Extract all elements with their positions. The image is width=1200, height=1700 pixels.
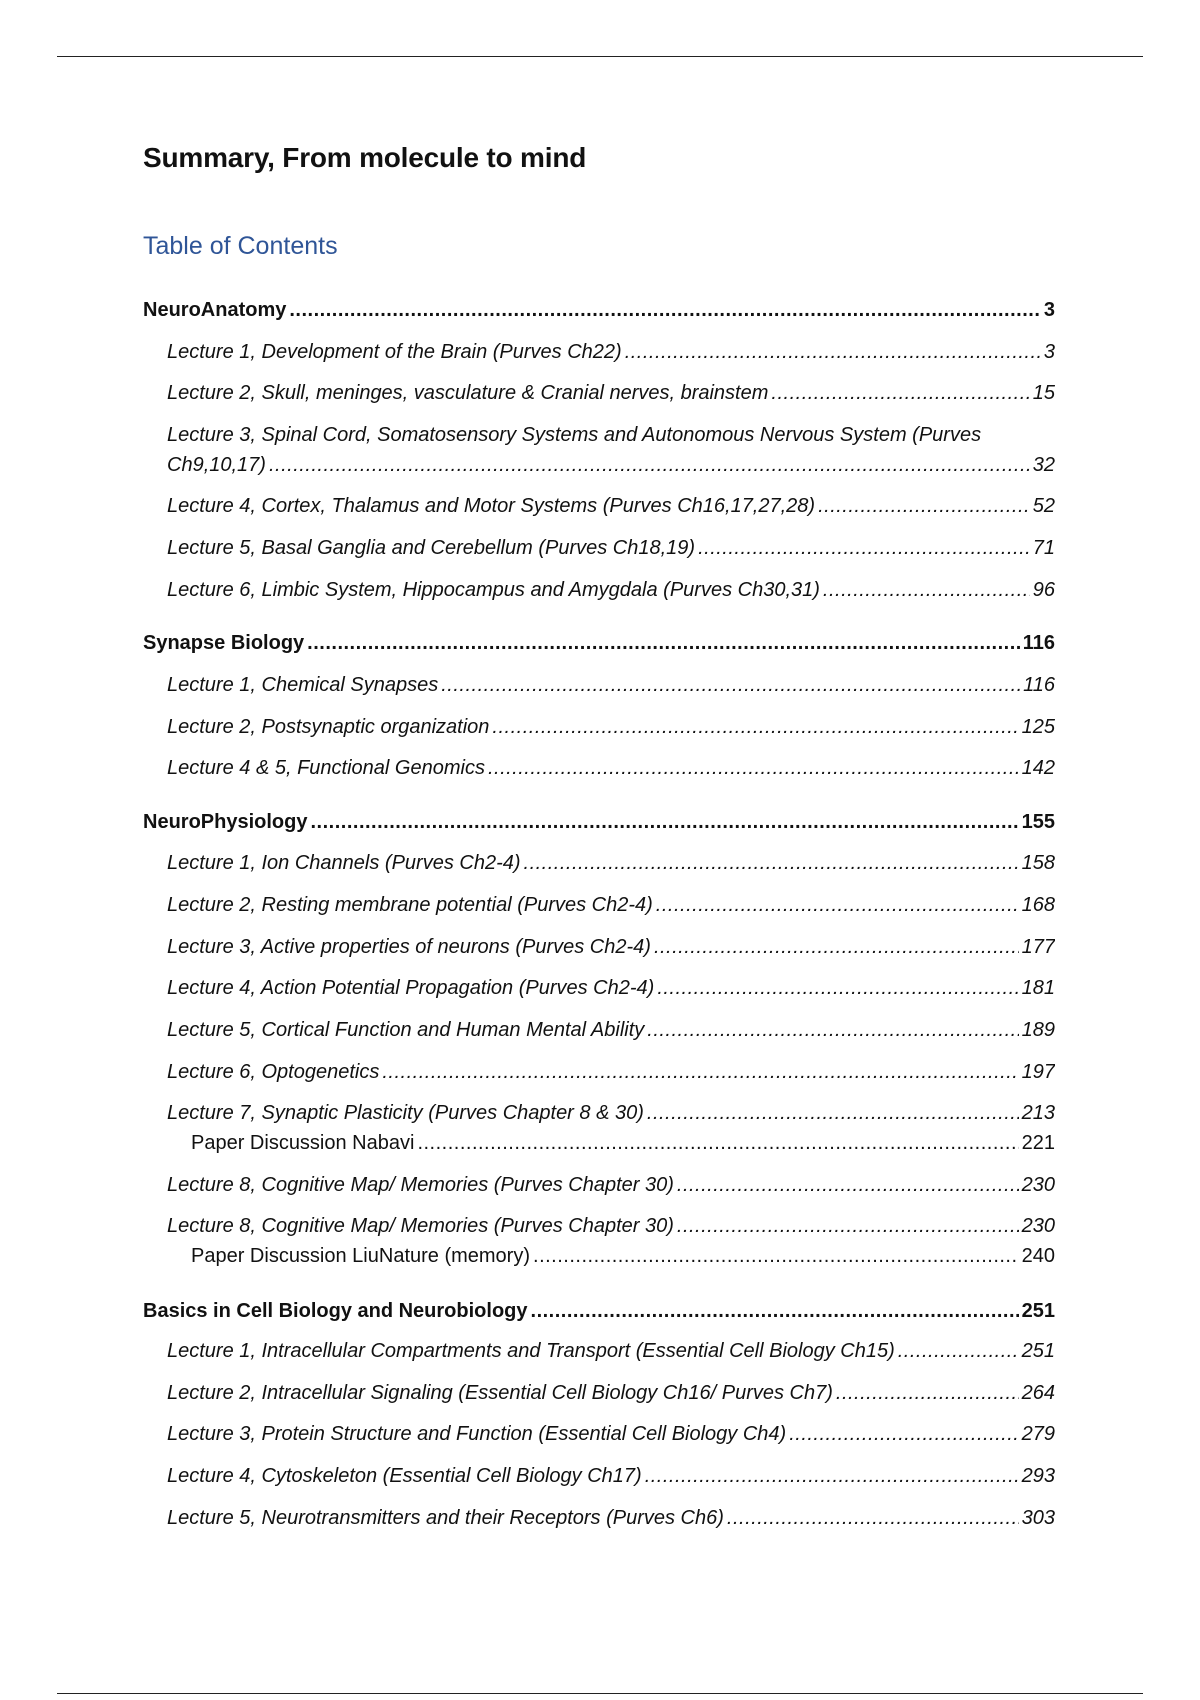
- toc-entry[interactable]: [167, 1504, 1055, 1532]
- toc-entry-title: Lecture 2, Skull, meninges, vasculature & Cranial nerves, brainstem: [167, 382, 769, 404]
- toc-entry[interactable]: [167, 974, 1055, 1002]
- toc-subentry[interactable]: [191, 1129, 1055, 1157]
- dot-leader: [656, 891, 1019, 919]
- dot-leader: [698, 534, 1030, 562]
- toc-entry[interactable]: [167, 1420, 1055, 1448]
- toc-page-number: 230: [1021, 1174, 1055, 1196]
- toc-entry-title: Lecture 5, Cortical Function and Human Mental Ability: [167, 1019, 645, 1041]
- toc-page-number: 264: [1021, 1382, 1055, 1404]
- toc-entry-title: NeuroAnatomy: [143, 299, 287, 321]
- toc-entry[interactable]: [167, 849, 1055, 877]
- dot-leader: [657, 974, 1018, 1002]
- toc-page-number: 189: [1021, 1019, 1055, 1041]
- toc-page-number: 197: [1021, 1061, 1055, 1083]
- toc-entry[interactable]: [167, 1212, 1055, 1240]
- toc-page-number: 3: [1043, 299, 1055, 321]
- dot-leader: [524, 849, 1019, 877]
- toc-page-number: 15: [1032, 382, 1055, 404]
- dot-leader: [677, 1171, 1019, 1199]
- toc-entry[interactable]: [167, 576, 1055, 604]
- toc-entry-title: Lecture 7, Synaptic Plasticity (Purves Chapter 8 & 30): [167, 1102, 644, 1124]
- toc-entry[interactable]: [167, 713, 1055, 741]
- toc-entry[interactable]: [167, 933, 1055, 961]
- toc-page-number: 303: [1021, 1507, 1055, 1529]
- toc-page-number: 71: [1032, 537, 1055, 559]
- toc-entry-title: Lecture 1, Chemical Synapses: [167, 674, 439, 696]
- dot-leader: [488, 754, 1019, 782]
- toc-entry[interactable]: [167, 1379, 1055, 1407]
- toc-page-number: 32: [1032, 454, 1055, 476]
- toc-entry-title: Lecture 8, Cognitive Map/ Memories (Purves Chapter 30): [167, 1174, 674, 1196]
- toc-entry[interactable]: [167, 1337, 1055, 1365]
- toc-entry[interactable]: [167, 492, 1055, 520]
- toc-entry-title: Lecture 8, Cognitive Map/ Memories (Purves Chapter 30): [167, 1215, 674, 1237]
- dot-leader: [441, 671, 1020, 699]
- dot-leader: [625, 338, 1041, 366]
- dot-leader: [654, 933, 1019, 961]
- dot-leader: [727, 1504, 1019, 1532]
- toc-entry[interactable]: [167, 1099, 1055, 1127]
- toc-entry[interactable]: [167, 534, 1055, 562]
- toc-section-synapse-biology[interactable]: [143, 629, 1055, 657]
- toc-page-number: 221: [1021, 1132, 1055, 1154]
- dot-leader: [533, 1242, 1019, 1270]
- toc-page-number: 251: [1021, 1340, 1055, 1362]
- dot-leader: [531, 1297, 1019, 1325]
- toc-page-number: 293: [1021, 1465, 1055, 1487]
- toc-entry-title: Synapse Biology: [143, 632, 305, 654]
- toc-entry[interactable]: [167, 671, 1055, 699]
- toc-page-number: 230: [1021, 1215, 1055, 1237]
- toc-entry[interactable]: [167, 338, 1055, 366]
- toc-entry-title: Lecture 6, Limbic System, Hippocampus and Amygdala (Purves Ch30,31): [167, 579, 820, 601]
- dot-leader: [898, 1337, 1019, 1365]
- toc-page-number: 177: [1021, 936, 1055, 958]
- toc-page-number: 251: [1021, 1300, 1055, 1322]
- toc-entry[interactable]: [167, 1058, 1055, 1086]
- toc-entry[interactable]: [167, 379, 1055, 407]
- dot-leader: [417, 1129, 1018, 1157]
- toc-page-number: 3: [1043, 341, 1055, 363]
- toc-entry[interactable]: [167, 754, 1055, 782]
- footer-rule: [57, 1693, 1143, 1694]
- document-title: Summary, From molecule to mind: [143, 142, 587, 173]
- toc-entry-title: Basics in Cell Biology and Neurobiology: [143, 1300, 528, 1322]
- toc-page-number: 240: [1021, 1245, 1055, 1267]
- toc-entry[interactable]: [167, 1462, 1055, 1490]
- dot-leader: [269, 451, 1030, 479]
- toc-entry-title: Lecture 4, Cortex, Thalamus and Motor Systems (Purves Ch16,17,27,28): [167, 495, 816, 517]
- dot-leader: [823, 576, 1030, 604]
- toc-entry-title: Paper Discussion Nabavi: [191, 1132, 415, 1154]
- dot-leader: [647, 1016, 1018, 1044]
- dot-leader: [836, 1379, 1019, 1407]
- toc-entry-title: Paper Discussion LiuNature (memory): [191, 1245, 531, 1267]
- toc-page-number: 116: [1023, 674, 1055, 696]
- toc-section-neurophysiology[interactable]: [143, 808, 1055, 836]
- toc-page-number: 125: [1021, 716, 1055, 738]
- toc-entry-title: Lecture 3, Active properties of neurons (Purves Ch2-4): [167, 936, 651, 958]
- dot-leader: [818, 492, 1030, 520]
- dot-leader: [310, 808, 1018, 836]
- dot-leader: [307, 629, 1020, 657]
- toc-entry-title: Lecture 4 & 5, Functional Genomics: [167, 757, 485, 779]
- toc-entry-title: Ch9,10,17): [167, 454, 266, 476]
- toc-entry-title: NeuroPhysiology: [143, 811, 308, 833]
- toc-entry-title: Lecture 5, Basal Ganglia and Cerebellum (Purves Ch18,19): [167, 537, 696, 559]
- toc-page-number: 142: [1021, 757, 1055, 779]
- toc-entry-title-line1[interactable]: Lecture 3, Spinal Cord, Somatosensory Systems and Autonomous Nervous System (Purves: [167, 424, 982, 446]
- toc-page-number: 158: [1021, 852, 1055, 874]
- toc-section-cell-biology[interactable]: [143, 1297, 1055, 1325]
- toc-entry-title: Lecture 3, Protein Structure and Function (Essential Cell Biology Ch4): [167, 1423, 787, 1445]
- toc-section-neuroanatomy[interactable]: [143, 296, 1055, 324]
- toc-entry-title: Lecture 4, Cytoskeleton (Essential Cell Biology Ch17): [167, 1465, 642, 1487]
- dot-leader: [289, 296, 1041, 324]
- dot-leader: [645, 1462, 1019, 1490]
- toc-entry-title: Lecture 2, Resting membrane potential (Purves Ch2-4): [167, 894, 653, 916]
- toc-entry-title: Lecture 2, Intracellular Signaling (Essential Cell Biology Ch16/ Purves Ch7): [167, 1382, 833, 1404]
- toc-page-number: 52: [1032, 495, 1055, 517]
- toc-page-number: 155: [1021, 811, 1055, 833]
- dot-leader: [647, 1099, 1019, 1127]
- toc-entry[interactable]: [167, 1171, 1055, 1199]
- toc-entry-title: Lecture 1, Intracellular Compartments and Transport (Essential Cell Biology Ch15): [167, 1340, 895, 1362]
- toc-entry-title: Lecture 1, Development of the Brain (Purves Ch22): [167, 341, 622, 363]
- toc-page-number: 116: [1022, 632, 1055, 654]
- dot-leader: [771, 379, 1029, 407]
- toc-entry-title: Lecture 1, Ion Channels (Purves Ch2-4): [167, 852, 521, 874]
- toc-entry-title: Lecture 6, Optogenetics: [167, 1061, 380, 1083]
- toc-page-number: 168: [1021, 894, 1055, 916]
- toc-page-number: 96: [1032, 579, 1055, 601]
- dot-leader: [382, 1058, 1018, 1086]
- toc-page-number: 279: [1021, 1423, 1055, 1445]
- toc-heading: Table of Contents: [143, 232, 338, 260]
- toc-entry-title: Lecture 4, Action Potential Propagation (Purves Ch2-4): [167, 977, 655, 999]
- toc-entry[interactable]: [167, 1016, 1055, 1044]
- toc-subentry[interactable]: [191, 1242, 1055, 1270]
- dot-leader: [677, 1212, 1019, 1240]
- toc-page-number: 213: [1021, 1102, 1055, 1124]
- dot-leader: [789, 1420, 1018, 1448]
- dot-leader: [492, 713, 1018, 741]
- toc-page-number: 181: [1021, 977, 1055, 999]
- toc-entry[interactable]: [167, 891, 1055, 919]
- toc-entry-title: Lecture 5, Neurotransmitters and their Receptors (Purves Ch6): [167, 1507, 724, 1529]
- toc-entry[interactable]: [167, 451, 1055, 479]
- toc-entry-title: Lecture 2, Postsynaptic organization: [167, 716, 490, 738]
